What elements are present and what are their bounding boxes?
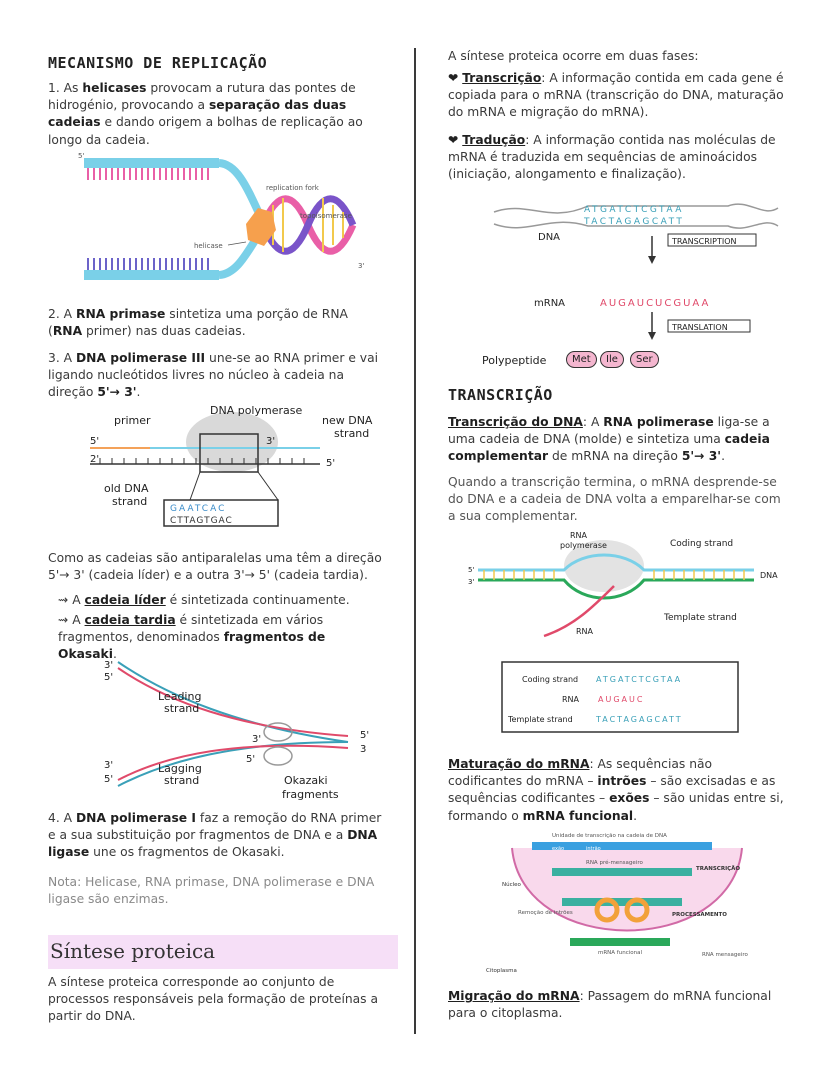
label-rna: RNA bbox=[576, 627, 594, 636]
paragraph-transcricao: ❤ Transcrição: A informação contida em cada gene é copiada para o mRNA (transcrição do DNA, maturação do mRNA e migração do mRNA). bbox=[448, 71, 784, 120]
label-transcricao: TRANSCRIÇÃO bbox=[696, 866, 741, 872]
label-3p: 3' bbox=[468, 578, 475, 586]
label-rna-pol: RNA bbox=[570, 531, 588, 540]
label-old-strand: strand bbox=[112, 495, 148, 508]
column-divider bbox=[414, 48, 416, 1034]
replication-fork-figure bbox=[78, 150, 368, 284]
transcription-bubble-figure bbox=[464, 526, 784, 646]
label-intrao: intrão bbox=[586, 846, 601, 852]
amino-acid-ile: Ile bbox=[600, 351, 624, 368]
banner-title: Síntese proteica bbox=[50, 939, 216, 963]
label-lagging-strand: strand bbox=[164, 774, 200, 787]
label-funcional: mRNA funcional bbox=[598, 950, 643, 956]
label-top: Unidade de transcrição na cadeia de DNA bbox=[552, 833, 667, 839]
label-mensageiro: RNA mensageiro bbox=[702, 952, 748, 958]
dna-mrna-protein-figure bbox=[488, 196, 778, 346]
label-new-dna: new DNA bbox=[322, 414, 373, 427]
label-5-prime: 5' bbox=[78, 152, 85, 160]
banner-sintese-proteica bbox=[48, 935, 398, 969]
label-dna-polymerase: DNA polymerase bbox=[210, 404, 303, 417]
paragraph-polymerase-iii: 3. A DNA polimerase III une-se ao RNA primer e vai ligando nucleótidos livres no núcleo à cadeia na direção 5'→ 3'. bbox=[48, 351, 379, 400]
label-topoisomerase: topoisomerase bbox=[300, 212, 352, 220]
dna-polymerase-figure bbox=[90, 400, 380, 526]
label-rna-pol2: polymerase bbox=[560, 541, 607, 550]
label-3-prime: 3' bbox=[358, 262, 365, 270]
label-leading-strand: strand bbox=[164, 702, 200, 715]
label-3b: 3' bbox=[104, 760, 114, 771]
paragraph-lagging: ⇝ A cadeia tardia é sintetizada em vários fragmentos, denominados fragmentos de Okasaki. bbox=[58, 613, 326, 662]
label-transcription: TRANSCRIPTION bbox=[672, 237, 737, 246]
label-coding: Coding strand bbox=[522, 675, 579, 684]
label-lagging: Lagging bbox=[158, 762, 202, 775]
paragraph-transcription-ends: Quando a transcrição termina, o mRNA desprende-se do DNA e a cadeia de DNA volta a emparelhar-se com a sua complementar. bbox=[448, 475, 781, 524]
sequence-alignment-figure bbox=[500, 660, 740, 736]
paragraph-leading: ⇝ A cadeia líder é sintetizada continuamente. bbox=[58, 593, 350, 607]
upper-strand-bars bbox=[84, 158, 263, 222]
label-mrna: mRNA bbox=[534, 298, 566, 309]
label-5a: 5' bbox=[104, 672, 114, 683]
label-okazaki-fragments: fragments bbox=[282, 788, 339, 801]
paragraph-antiparallel: Como as cadeias são antiparalelas uma têm a direção 5'→ 3' (cadeia líder) e a outra 3'→ 5' (cadeia tardia). bbox=[48, 551, 382, 583]
paragraph-polymerase-i: 4. A DNA polimerase I faz a remoção do RNA primer e a sua substituição por fragmentos de DNA e a DNA ligase une os fragmentos de Okasaki. bbox=[48, 811, 382, 860]
seq-dna-top: ATGATCTCGTAA bbox=[584, 205, 684, 215]
label-helicase: helicase bbox=[194, 242, 223, 250]
heart-icon: ❤ bbox=[448, 71, 463, 85]
paragraph-migracao: Migração do mRNA: Passagem do mRNA funcional para o citoplasma. bbox=[448, 989, 772, 1021]
label-r5: 5' bbox=[360, 730, 370, 741]
seq-dna-bottom: TACTAGAGCATT bbox=[584, 217, 685, 227]
label-5p: 5' bbox=[90, 436, 100, 447]
section-title-transcricao: TRANSCRIÇÃO bbox=[448, 386, 553, 404]
label-polypeptide: Polypeptide bbox=[482, 354, 547, 367]
paragraph-traducao: ❤ Tradução: A informação contida nas moléculas de mRNA é traduzida em sequências de aminoácidos (iniciação, alongamento e finalização). bbox=[448, 133, 776, 182]
label-m3: 3' bbox=[252, 734, 262, 745]
lower-strand-bars bbox=[84, 228, 263, 280]
label-dna: DNA bbox=[538, 232, 561, 243]
label-primer: primer bbox=[114, 414, 151, 427]
label-5p: 5' bbox=[468, 566, 475, 574]
page bbox=[32, 32, 796, 1038]
seq-new: GAATCAC bbox=[170, 504, 227, 514]
label-5p-b: 5' bbox=[326, 458, 336, 469]
splicing-figure bbox=[482, 828, 762, 978]
paragraph-primase: 2. A RNA primase sintetiza uma porção de RNA (RNA primer) nas duas cadeias. bbox=[48, 307, 348, 339]
label-replication-fork: replication fork bbox=[266, 184, 319, 192]
label-processamento: PROCESSAMENTO bbox=[672, 912, 727, 918]
seq-rna: AUGAUC bbox=[598, 695, 645, 704]
label-remocao: Remoção de intrões bbox=[518, 910, 573, 916]
label-3a: 3' bbox=[104, 660, 114, 671]
amino-acid-met: Met bbox=[566, 351, 597, 368]
label-5b: 5' bbox=[104, 774, 114, 785]
label-exao: exão bbox=[552, 846, 565, 852]
seq-template: TACTAGAGCATT bbox=[596, 715, 683, 724]
label-dna: DNA bbox=[760, 571, 778, 580]
label-pre: RNA pré-mensageiro bbox=[586, 860, 643, 866]
label-leading: Leading bbox=[158, 690, 202, 703]
label-r3: 3 bbox=[360, 744, 367, 755]
label-okazaki: Okazaki bbox=[284, 774, 328, 787]
note-enzymes: Nota: Helicase, RNA primase, DNA polimerase e DNA ligase são enzimas. bbox=[48, 875, 375, 907]
seq-coding: ATGATCTCGTAA bbox=[596, 675, 683, 684]
label-citoplasma: Citoplasma bbox=[486, 968, 517, 974]
pre-mrna bbox=[552, 868, 692, 876]
amino-acid-ser: Ser bbox=[630, 351, 659, 368]
paragraph-sintese: A síntese proteica corresponde ao conjunto de processos responsáveis pela formação de proteínas a partir do DNA. bbox=[48, 975, 379, 1024]
label-translation: TRANSLATION bbox=[672, 323, 728, 332]
section-title-replication: MECANISMO DE REPLICAÇÃO bbox=[48, 54, 268, 72]
label-template-strand: Template strand bbox=[664, 613, 737, 623]
label-3p: 3' bbox=[266, 436, 276, 447]
paragraph-helicases: 1. As helicases provocam a rutura das pontes de hidrogénio, provocando a separação das duas cadeias e dando origem a bolhas de replicação ao longo da cadeia. bbox=[48, 81, 363, 147]
label-rna-row: RNA bbox=[562, 695, 580, 704]
paragraph-two-phases: A síntese proteica ocorre em duas fases: bbox=[448, 49, 699, 63]
label-coding-strand: Coding strand bbox=[670, 539, 734, 549]
label-m5: 5' bbox=[246, 754, 256, 765]
functional-mrna bbox=[570, 938, 670, 946]
polypeptide-row bbox=[482, 350, 782, 374]
label-nucleo: Núcleo bbox=[502, 882, 521, 888]
label-new-strand: strand bbox=[334, 427, 370, 440]
double-helix bbox=[263, 198, 353, 252]
label-2p: 2' bbox=[90, 454, 100, 465]
okazaki-figure bbox=[88, 656, 378, 801]
heart-icon: ❤ bbox=[448, 133, 463, 147]
paragraph-maturacao: Maturação do mRNA: As sequências não codificantes do mRNA – intrões – são excisadas e as sequências codificantes – exões – são unidas entre si, formando o mRNA funcional. bbox=[448, 757, 784, 823]
label-template: Template strand bbox=[508, 715, 573, 724]
polymerase-lagging bbox=[264, 747, 292, 765]
label-old-dna: old DNA bbox=[104, 482, 149, 495]
seq-mrna: AUGAUCUCGUAA bbox=[600, 298, 711, 309]
paragraph-transcricao-dna: Transcrição do DNA: A RNA polimerase liga-se a uma cadeia de DNA (molde) e sintetiza uma cadeia complementar de mRNA na direção 5'→ 3'. bbox=[448, 415, 770, 464]
seq-old: CTTAGTGAC bbox=[170, 516, 233, 526]
